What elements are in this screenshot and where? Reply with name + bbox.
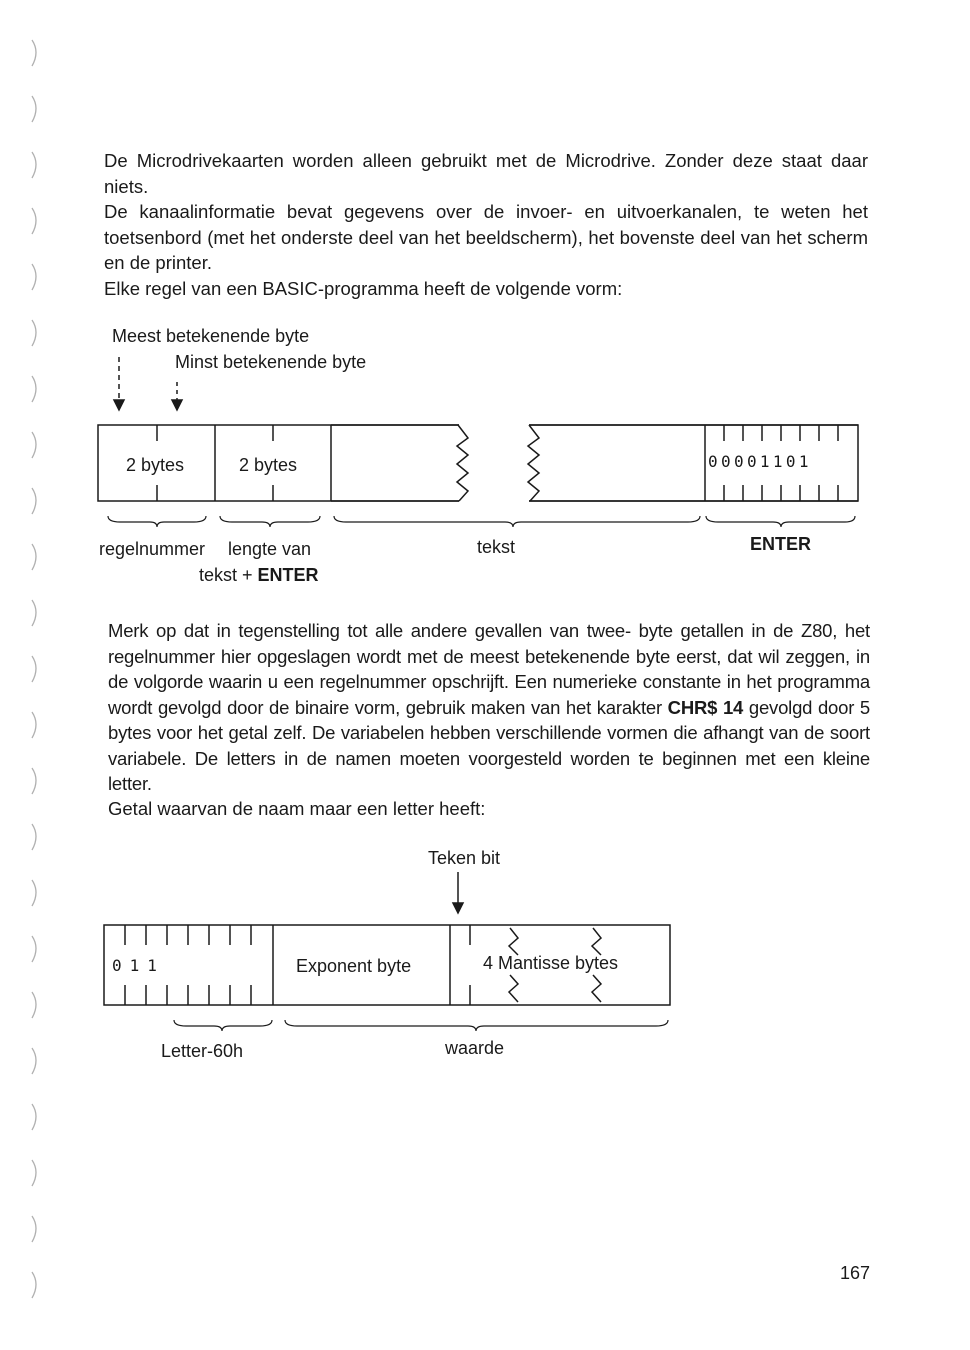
label-sign-bit: Teken bit [428, 848, 501, 868]
brace-label-text: tekst [477, 537, 516, 557]
paragraph-note-part1: Merk op dat in tegenstelling tot alle andere gevallen van twee- byte getallen in de Z80, het regelnummer hier opgeslagen wordt met de meest betekenende byte eerst, dat wil zeggen, in de volgorde waarin u een regelnummer opschrijft. Een numerieke constante in het programma wordt gevolgd door de binaire vorm, gebruik maken van het karakter [108, 620, 870, 718]
paragraph-channel-info: De kanaalinformatie bevat gegevens over de invoer- en uitvoerkanalen, te weten het toetsenbord (met het onderste deel van het beeldscherm), het bovenste deel van het scherm en de printer. [104, 201, 868, 273]
box-text-length: 2 bytes [239, 455, 298, 475]
paragraph-basic-line: Elke regel van een BASIC-programma heeft de volgende vorm: [104, 278, 623, 299]
label-msb: Meest betekenende byte [112, 326, 310, 346]
paragraph-note-chr14: CHR$ 14 [667, 696, 744, 718]
brace-label-length: lengte van [228, 539, 312, 559]
brace-label-value: waarde [445, 1038, 505, 1058]
mantissa-bytes: 4 Mantisse bytes [483, 953, 619, 973]
paragraph-single-letter-number: Getal waarvan de naam maar een letter heeft: [108, 798, 486, 819]
brace-label-length-enter: ENTER [257, 565, 319, 585]
exponent-byte: Exponent byte [296, 956, 412, 976]
paragraph-note-part2: gevolgd door 5 bytes voor het getal zelf. De variabelen hebben verschillende vormen die afhangt van de soort variabele. De letters in de namen moeten voorgesteld worden te beginnen met een kleine letter. [108, 696, 871, 794]
page-number: 167 [840, 1263, 871, 1283]
brace-label-length-prefix: tekst + [199, 565, 253, 585]
arrow-sign-bit-icon [453, 903, 463, 913]
paragraph-microdrive: De Microdrivekaarten worden alleen gebruikt met de Microdrive. Zonder deze staat daar niets. [104, 150, 868, 197]
brace-label-line-number: regelnummer [99, 539, 206, 559]
letter-byte-bits: 011 [112, 956, 165, 975]
enter-byte-bits: 00001101 [708, 452, 812, 471]
box-line-number: 2 bytes [126, 455, 185, 475]
brace-label-letter: Letter-60h [161, 1041, 244, 1061]
label-lsb: Minst betekenende byte [175, 352, 367, 372]
brace-label-enter: ENTER [750, 534, 812, 554]
